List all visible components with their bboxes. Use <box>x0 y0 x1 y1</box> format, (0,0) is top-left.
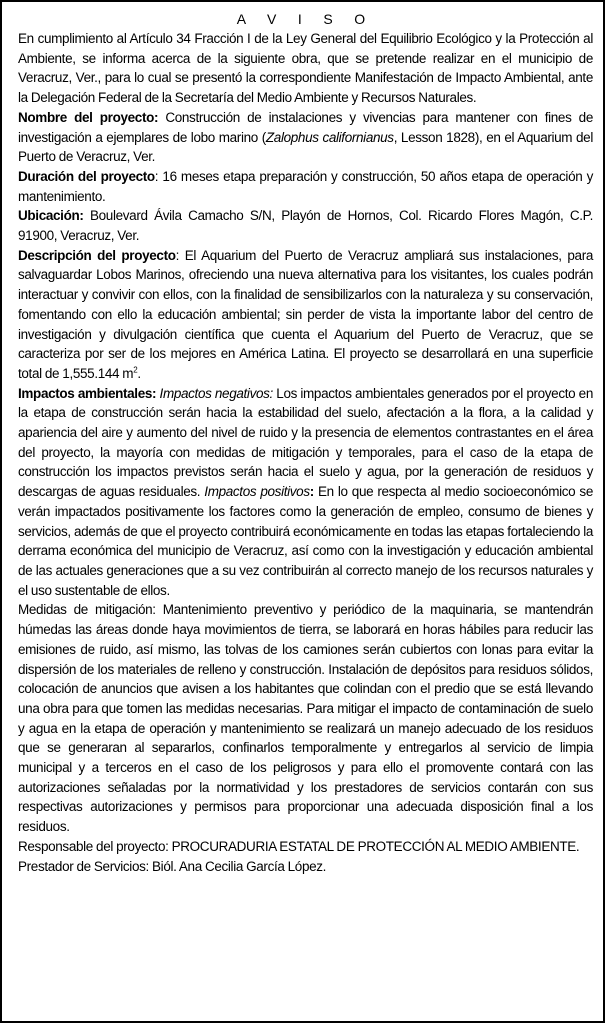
project-name-paragraph <box>18 108 593 167</box>
description-text: : El Aquarium del Puerto de Veracruz ampliará sus instalaciones, para salvaguardar Lobos Marinos, ofreciendo una nueva alternativa para los visitantes, los cuales podrán interactuar y convivir con ellos, con la finalidad de sensibilizarlos con la naturaleza y su conservación, fomentando con ello la educación ambiental; sin perder de vista la importante labor del centro de investigación y divulgación científica que cuenta el Aquarium del Puerto de Veracruz, que se caracteriza por ser de los mejores en América Latina. El proyecto se desarrollará en una superficie total de 1,555.144 m <box>18 247 593 381</box>
negative-impacts-text: Los impactos ambientales generados por el proyecto en la etapa de construcción serán hacia la estabilidad del suelo, afectación a la flora, a la calidad y apariencia del aire y aumento del nivel de ruido y la presencia de elementos contrastantes en el área del proyecto, la mayoría con medidas de mitigación y temporales, para el caso de la etapa de construcción los impactos previstos serán hacia el suelo y agua, por la generación de residuos y descargas de aguas residuales. <box>18 385 593 500</box>
notice-title: A V I S O <box>236 11 375 27</box>
mitigation-paragraph: Medidas de mitigación: Mantenimiento preventivo y periódico de la maquinaria, se mantendrán húmedas las áreas donde haya movimientos de tierra, se laborará en horas hábiles para reducir las emisiones de ruido, así mismo, las tolvas de los camiones serán cubiertos con lonas para evitar la dispersión de los materiales de relleno y construcción. Instalación de depósitos para residuos sólidos, colocación de anuncios que avisen a los habitantes que colindan con el predio que se está llevando una obra para que tomen las medidas necesarias. Para mitigar el impacto de contaminación de suelo y agua en la etapa de operación y mantenimiento se realizará un manejo adecuado de los residuos que se generaran al separarlos, confinarlos temporalmente y entregarlos al servicio de limpia municipal y a terceros en el caso de los peligrosos y para ello el promovente contará con las autorizaciones señaladas por la normatividad y los prestadores de servicios contarán con sus respectivas autorizaciones y permisos para proporcionar una adecuada disposición final a los residuos. <box>18 602 593 835</box>
intro-paragraph: En cumplimiento al Artículo 34 Fracción I de la Ley General del Equilibrio Ecológico y la Protección al Ambiente, se informa acerca de la siguiente obra, que se pretende realizar en el municipio de Veracruz, Ver., para lo cual se presentó la correspondiente Manifestación de Impacto Ambiental, ante la Delegación Federal de la Secretaría del Medio Ambiente y Recursos Naturales. <box>18 31 593 106</box>
responsible-paragraph: Responsable del proyecto: PROCURADURIA ESTATAL DE PROTECCIÓN AL MEDIO AMBIENTE. <box>18 838 580 854</box>
project-name-text-after: , Lesson 1828), en el Aquarium del Puerto de Veracruz, Ver. <box>18 129 593 165</box>
project-name-text-before: Construcción de instalaciones y vivencias para mantener con fines de investigación a ejemplares de lobo marino ( <box>18 109 593 145</box>
positive-impacts-text: En lo que respecta al medio socioeconómico se verán impactados positivamente los factores como la generación de empleo, consumo de bienes y servicios, además de que el proyecto contribuirá económicamente en todas las etapas fortaleciendo la derrama económica del municipio de Veracruz, así como con la investigación y educación ambiental de las actuales generaciones que a su vez contribuirán al correcto manejo de los recursos naturales y el uso sustentable de ellos. <box>18 484 593 598</box>
location-label: Ubicación: <box>18 208 84 224</box>
negative-impacts-label: Impactos negativos: <box>159 385 273 401</box>
impacts-label: Impactos ambientales: <box>18 385 157 401</box>
description-label: Descripción del proyecto <box>18 247 176 263</box>
positive-impacts-label: Impactos positivos <box>204 484 310 500</box>
positive-impacts-colon: : <box>309 484 314 500</box>
project-name-label: Nombre del proyecto: <box>18 109 159 125</box>
description-end: . <box>137 365 141 381</box>
species-name: Zalophus californianus <box>265 129 394 145</box>
duration-label: Duración del proyecto <box>18 168 155 184</box>
duration-text: : 16 meses etapa preparación y construcción, 50 años etapa de operación y mantenimiento. <box>18 168 593 204</box>
impacts-paragraph <box>18 384 593 601</box>
provider-paragraph: Prestador de Servicios: Biól. Ana Cecilia García López. <box>18 858 327 874</box>
location-text: Boulevard Ávila Camacho S/N, Playón de Hornos, Col. Ricardo Flores Magón, C.P. 91900, Veracruz, Ver. <box>18 208 593 244</box>
location-paragraph <box>18 206 593 245</box>
area-superscript: 2 <box>133 365 138 375</box>
duration-paragraph <box>18 167 593 206</box>
description-paragraph <box>18 246 593 384</box>
